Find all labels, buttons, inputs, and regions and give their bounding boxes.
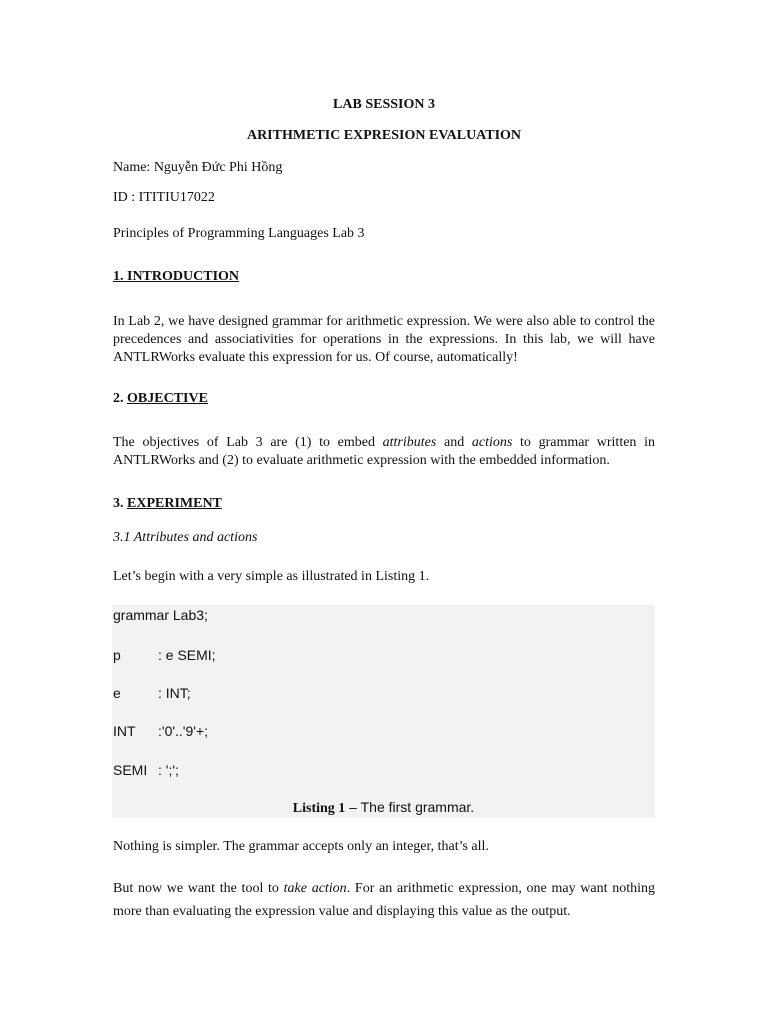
code-rule-name: SEMI [113,762,148,778]
listing-caption-label: Listing 1 [292,801,346,816]
code-rule-int [113,723,208,739]
code-rule-def: : INT; [158,685,191,701]
after-listing-text-2: . For an arithmetic expression, one may want nothing more than evaluating the expression value and displaying this value as the output. [113,881,655,919]
experiment-heading-text: EXPERIMENT [127,496,222,511]
objective-em-actions: actions [471,435,513,450]
objective-paragraph [113,434,655,470]
after-listing-paragraph-1: Nothing is simpler. The grammar accepts only an integer, that’s all. [113,839,489,854]
experiment-heading [113,496,222,512]
student-name: Name: Nguyễn Đức Phi Hồng [113,160,283,175]
code-rule-semi [113,762,179,778]
code-rule-def: : e SEMI; [158,647,216,663]
document-subtitle: ARITHMETIC EXPRESION EVALUATION [246,128,522,143]
objective-heading-text: OBJECTIVE [127,391,208,406]
code-rule-p [113,647,216,663]
after-listing-paragraph-2 [113,877,655,923]
objective-text-2: and [436,435,472,450]
intro-heading: 1. INTRODUCTION [113,269,240,284]
code-rule-name: e [113,685,121,701]
code-listing-box [112,605,655,818]
code-grammar-line: grammar Lab3; [113,607,208,623]
after-listing-text-1: But now we want the tool to [113,881,284,896]
code-rule-name: p [113,647,121,663]
code-rule-e [113,685,191,701]
objective-heading [113,391,208,407]
experiment-intro: Let’s begin with a very simple as illustrated in Listing 1. [113,569,430,584]
document-title: LAB SESSION 3 [333,97,435,112]
objective-text-1: The objectives of Lab 3 are (1) to embed [113,435,383,450]
listing-caption-text: – The first grammar. [345,799,475,815]
code-rule-def: : ';'; [158,762,179,778]
objective-em-attributes: attributes [382,435,437,450]
objective-text-3: to grammar written in ANTLRWorks and (2) to evaluate arithmetic expression with the embedded information. [113,435,655,468]
code-rule-def: :'0'..'9'+; [158,723,208,739]
code-rule-name: INT [113,723,136,739]
course-name: Principles of Programming Languages Lab 3 [113,226,365,241]
after-listing-em-take-action: take action [283,881,347,896]
listing-caption [112,799,655,817]
intro-paragraph: In Lab 2, we have designed grammar for arithmetic expression. We were also able to control the precedences and associativities for operations in the expressions. In this lab, we will have ANTLRWorks evaluate this expression for us. Of course, automatically! [113,314,655,365]
objective-number: 2. [113,391,127,406]
experiment-number: 3. [113,496,127,511]
student-id: ID : ITITIU17022 [113,190,215,205]
experiment-subheading: 3.1 Attributes and actions [113,530,258,545]
